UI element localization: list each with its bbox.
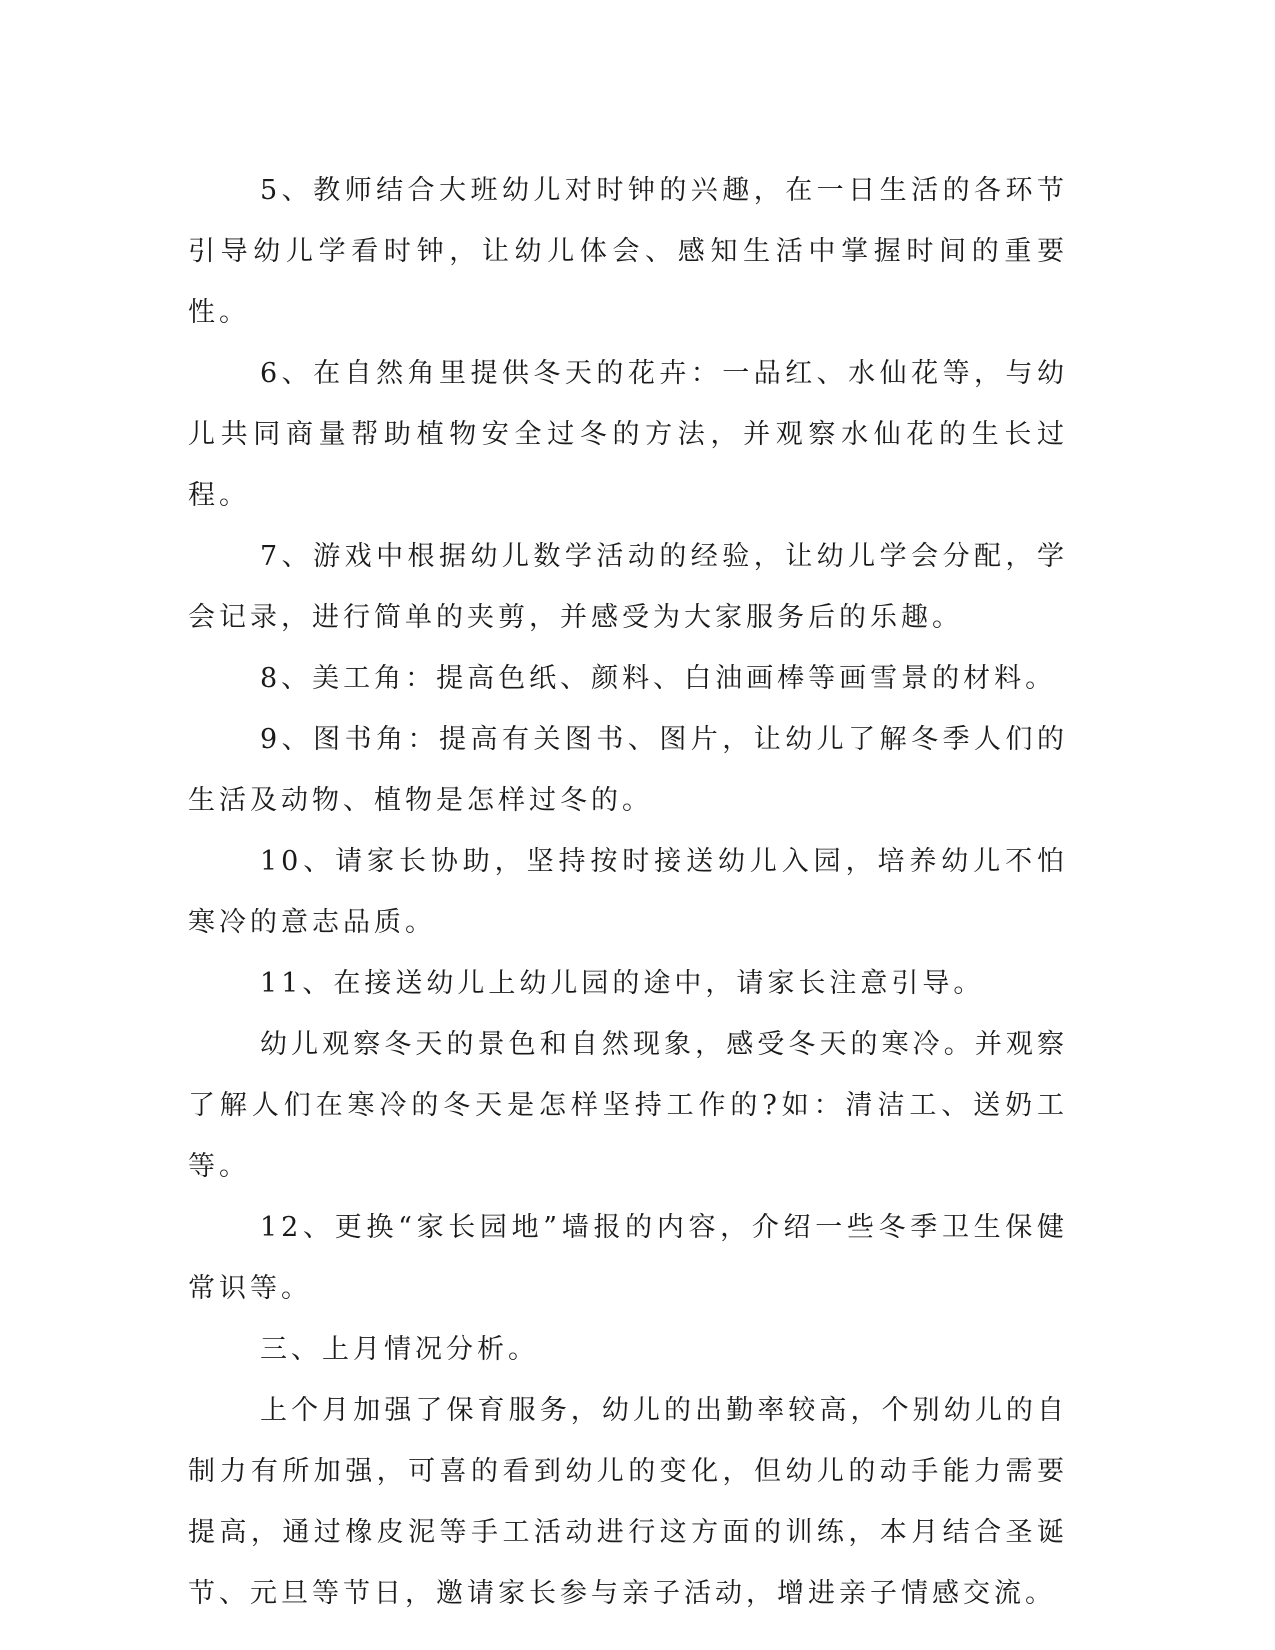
paragraph-item-11-detail: 幼儿观察冬天的景色和自然现象，感受冬天的寒冷。并观察了解人们在寒冷的冬天是怎样坚持工作的?如：清洁工、送奶工等。: [188, 1029, 1068, 1182]
paragraph-item-8: 8、美工角：提高色纸、颜料、白油画棒等画雪景的材料。: [260, 663, 1057, 694]
paragraph-item-11: 11、在接送幼儿上幼儿园的途中，请家长注意引导。: [260, 968, 985, 999]
paragraph-item-7: 7、游戏中根据幼儿数学活动的经验，让幼儿学会分配，学会记录，进行简单的夹剪，并感受为大家服务后的乐趣。: [188, 541, 1068, 633]
paragraph-analysis: 上个月加强了保育服务，幼儿的出勤率较高，个别幼儿的自制力有所加强，可喜的看到幼儿的变化，但幼儿的动手能力需要提高，通过橡皮泥等手工活动进行这方面的训练，本月结合圣诞节、元旦等节日，邀请家长参与亲子活动，增进亲子情感交流。: [188, 1395, 1068, 1609]
paragraph-item-6: 6、在自然角里提供冬天的花卉：一品红、水仙花等，与幼儿共同商量帮助植物安全过冬的方法，并观察水仙花的生长过程。: [188, 358, 1068, 511]
section-heading: 三、上月情况分析。: [260, 1334, 539, 1365]
paragraph-item-10: 10、请家长协助，坚持按时接送幼儿入园，培养幼儿不怕寒冷的意志品质。: [188, 846, 1068, 938]
paragraph-item-12: 12、更换“家长园地”墙报的内容，介绍一些冬季卫生保健常识等。: [188, 1212, 1068, 1304]
document-body: [188, 160, 1068, 1624]
paragraph-item-5: 5、教师结合大班幼儿对时钟的兴趣，在一日生活的各环节引导幼儿学看时钟，让幼儿体会、感知生活中掌握时间的重要性。: [188, 175, 1068, 328]
paragraph-item-9: 9、图书角：提高有关图书、图片，让幼儿了解冬季人们的生活及动物、植物是怎样过冬的。: [188, 724, 1068, 816]
